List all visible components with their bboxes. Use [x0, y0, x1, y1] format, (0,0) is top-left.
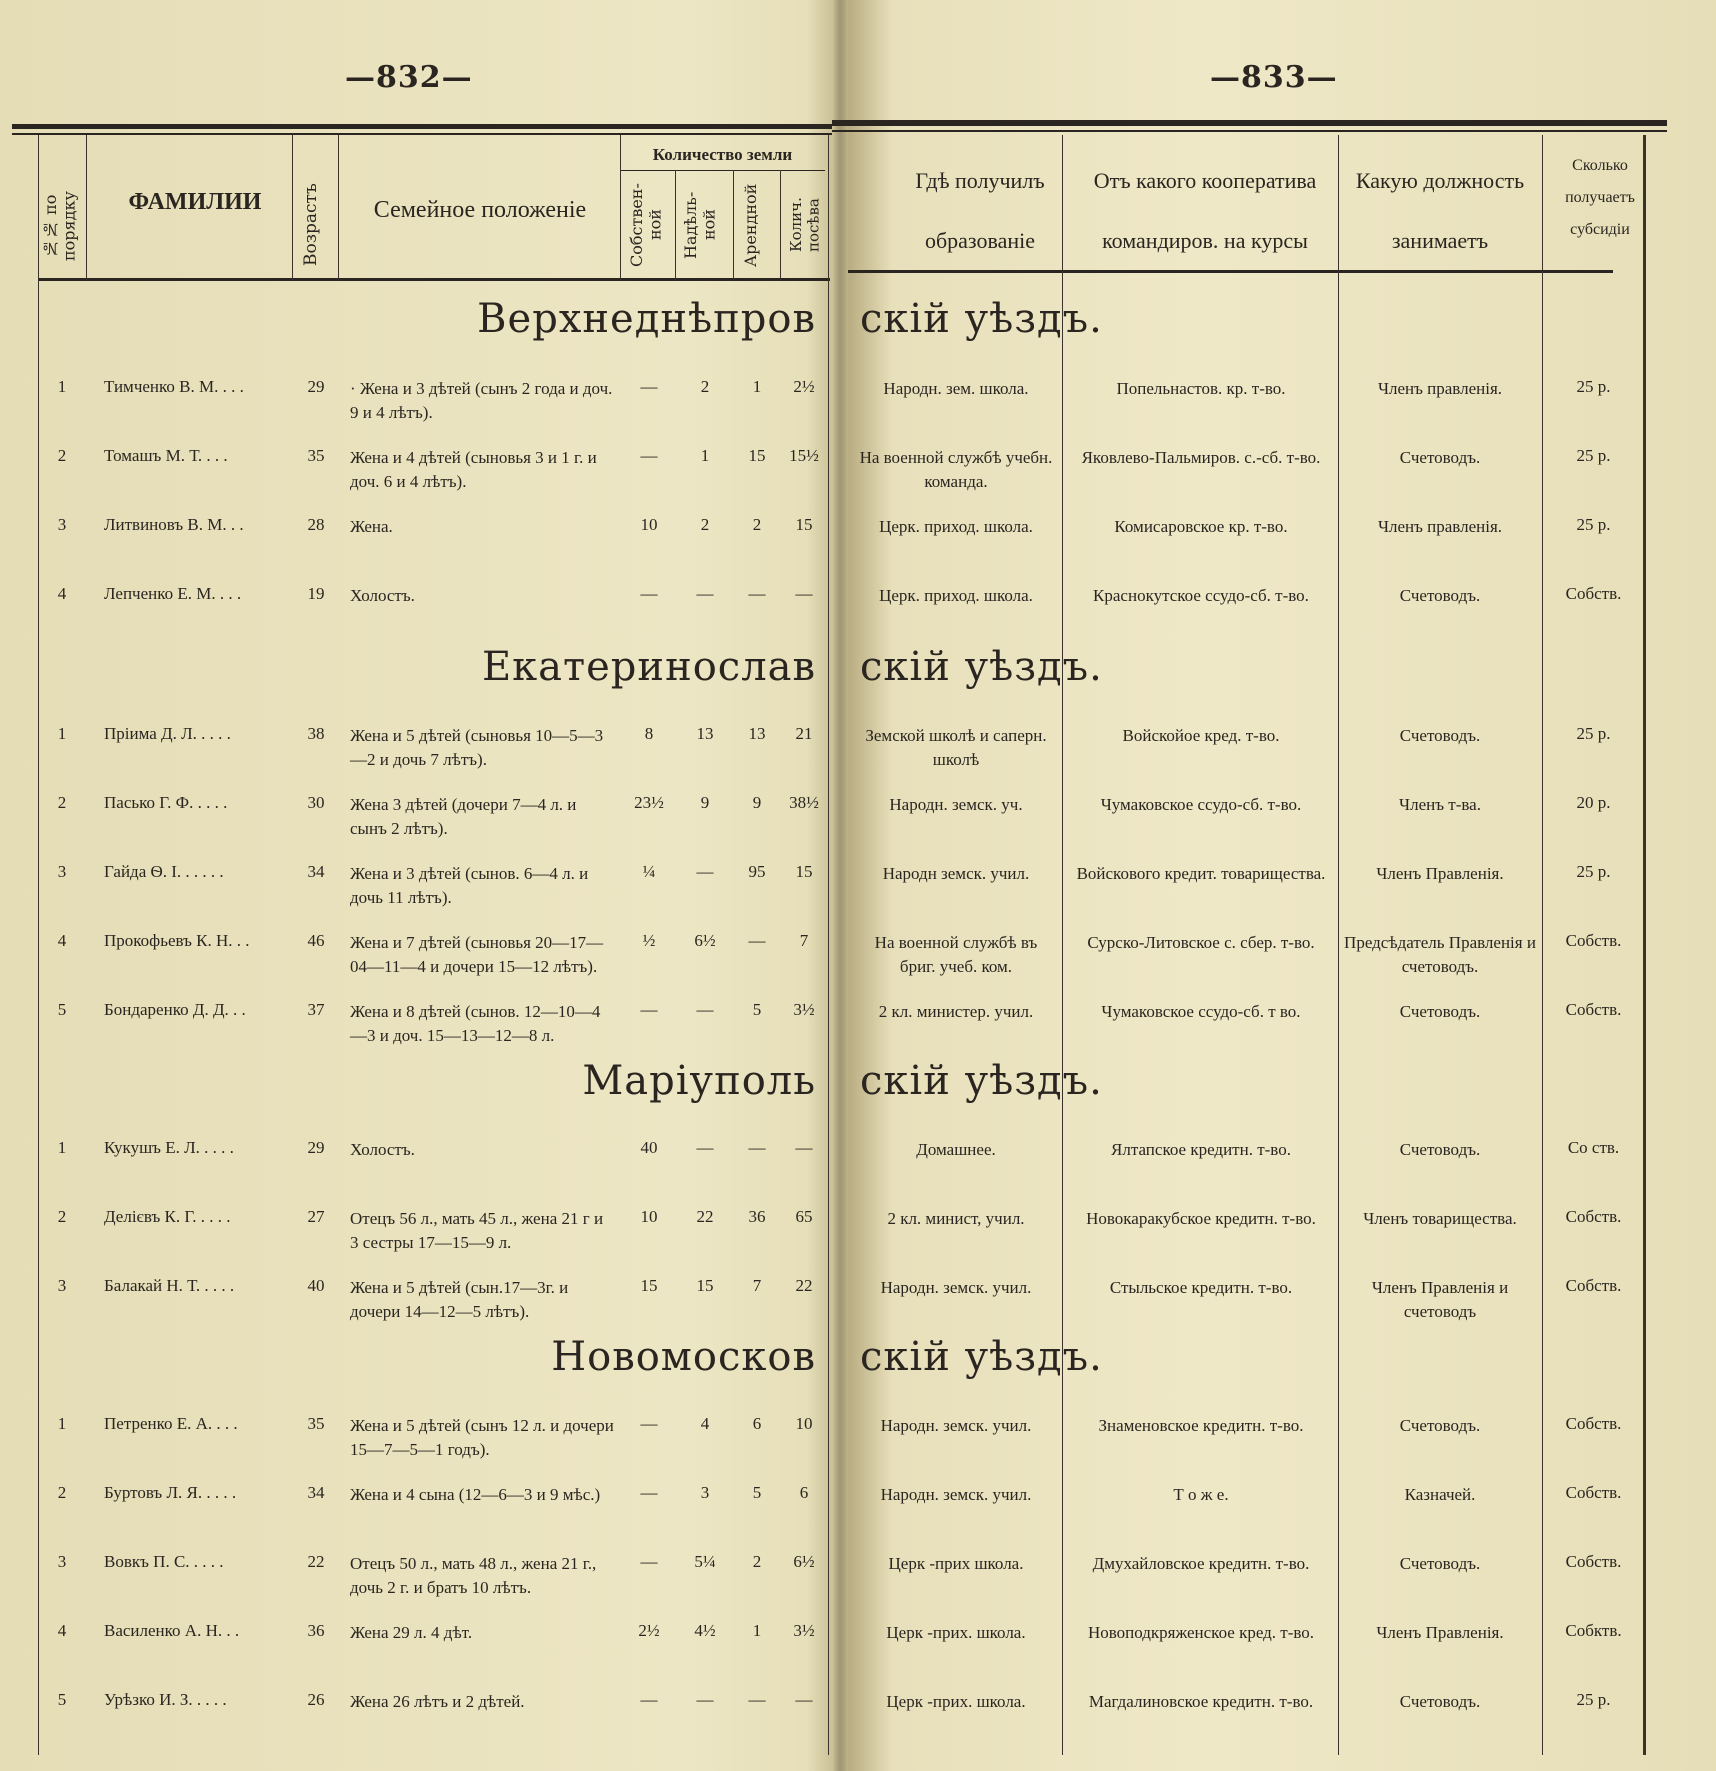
district-left-2: Екатеринослав	[481, 644, 816, 690]
cell-sub: Со ств.	[1567, 1138, 1620, 1157]
cell-coop: Знаменовское кредитн. т-во.	[1098, 1416, 1304, 1435]
cell-allot: 15	[696, 1276, 714, 1295]
cell-name: Пріима Д. Л. . . . .	[104, 724, 231, 743]
cell-age: 36	[307, 1621, 325, 1640]
cell-own: —	[640, 446, 658, 465]
cell-age: 37	[307, 1000, 325, 1019]
cell-edu: Народн. зем. школа.	[883, 379, 1029, 398]
cell-sub: Собктв.	[1565, 1621, 1622, 1640]
cell-age: 34	[307, 1483, 325, 1502]
cell-edu: Домашнее.	[916, 1140, 996, 1159]
cell-n: 2	[57, 446, 67, 465]
cell-name: Делієвъ К. Г. . . . .	[104, 1207, 231, 1226]
cell-coop: Войскойое кред. т-во.	[1122, 726, 1280, 745]
cell-own: 10	[640, 1207, 658, 1226]
col-line	[828, 135, 829, 1755]
cell-coop: Стыльское кредитн. т-во.	[1109, 1278, 1293, 1297]
cell-edu: Церк -прих школа.	[888, 1554, 1024, 1573]
cell-n: 2	[57, 793, 67, 812]
cell-pos: Членъ товарищества.	[1363, 1209, 1517, 1228]
header-education-1: Гдѣ получилъ	[915, 168, 1045, 193]
cell-edu: Церк. приход. школа.	[879, 586, 1033, 605]
cell-pos: Членъ Правленія и счетоводъ	[1371, 1278, 1509, 1321]
cell-sub: 25 р.	[1576, 515, 1611, 534]
col-line	[38, 135, 39, 1755]
cell-n: 3	[57, 1276, 67, 1295]
cell-fam: · Жена и 3 дѣтей (сынъ 2 года и доч. 9 и 4 лѣтъ).	[350, 379, 613, 422]
cell-edu: На военной службѣ учебн. команда.	[859, 448, 1053, 491]
cell-allot: —	[696, 1138, 714, 1157]
cell-rent: —	[748, 931, 766, 950]
cell-edu: Народн. земск. учил.	[880, 1416, 1032, 1435]
cell-n: 4	[57, 1621, 67, 1640]
cell-sown: —	[795, 1690, 813, 1709]
cell-own: —	[640, 584, 658, 603]
cell-rent: 1	[752, 1621, 762, 1640]
cell-n: 5	[57, 1000, 67, 1019]
district-left-4: Новомосков	[551, 1334, 816, 1380]
cell-n: 4	[57, 584, 67, 603]
cell-name: Кукушъ Е. Л. . . . .	[104, 1138, 234, 1157]
cell-fam: Жена и 5 дѣтей (сыновья 10—5—3—2 и дочь 7 лѣтъ).	[350, 726, 604, 769]
cell-edu: Церк -прих. школа.	[886, 1623, 1026, 1642]
cell-edu: Народн. земск. учил.	[880, 1485, 1032, 1504]
cell-sub: Собств.	[1565, 1552, 1622, 1571]
cell-sown: 65	[795, 1207, 813, 1226]
cell-fam: Отецъ 50 л., мать 48 л., жена 21 г., дочь 2 г. и братъ 10 лѣтъ.	[350, 1554, 597, 1597]
cell-pos: Счетоводъ.	[1399, 1140, 1481, 1159]
cell-edu: 2 кл. минист, учил.	[887, 1209, 1025, 1228]
cell-sown: 38½	[789, 793, 819, 812]
cell-pos: Счетоводъ.	[1399, 726, 1481, 745]
cell-coop: Чумаковское ссудо-сб. т-во.	[1100, 795, 1302, 814]
cell-sub: 20 р.	[1576, 793, 1611, 812]
cell-own: —	[640, 1000, 658, 1019]
cell-edu: Народн. земск. уч.	[889, 795, 1023, 814]
cell-own: 40	[640, 1138, 658, 1157]
cell-allot: —	[696, 862, 714, 881]
cell-sub: Собств.	[1565, 1207, 1622, 1226]
cell-allot: 5¼	[694, 1552, 716, 1571]
cell-fam: Жена и 4 сына (12—6—3 и 9 мѣс.)	[350, 1485, 601, 1504]
header-rent: Арендной	[741, 183, 760, 267]
cell-coop: Дмухайловское кредитн. т-во.	[1092, 1554, 1310, 1573]
cell-rent: 2	[752, 1552, 762, 1571]
cell-coop: Сурско-Литовское с. сбер. т-во.	[1087, 933, 1315, 952]
cell-pos: Счетоводъ.	[1399, 586, 1481, 605]
cell-pos: Членъ правленія.	[1377, 517, 1503, 536]
cell-age: 27	[307, 1207, 325, 1226]
col-line	[1542, 135, 1543, 1755]
cell-rent: 1	[752, 377, 762, 396]
cell-sown: 3½	[793, 1621, 815, 1640]
cell-rent: 5	[752, 1000, 762, 1019]
cell-coop: Войскового кредит. товарищества.	[1076, 864, 1326, 883]
cell-fam: Жена 26 лѣтъ и 2 дѣтей.	[350, 1692, 525, 1711]
col-line	[780, 170, 781, 280]
cell-coop: Попельнастов. кр. т-во.	[1116, 379, 1286, 398]
header-subsidy-1: Сколько	[1572, 157, 1628, 174]
cell-own: 10	[640, 515, 658, 534]
cell-fam: Холостъ.	[350, 586, 415, 605]
cell-sown: 3½	[793, 1000, 815, 1019]
col-line	[292, 135, 293, 280]
cell-own: —	[640, 1552, 658, 1571]
cell-fam: Холостъ.	[350, 1140, 415, 1159]
cell-edu: Народн земск. учил.	[882, 864, 1030, 883]
cell-sub: 25 р.	[1576, 446, 1611, 465]
cell-own: —	[640, 1690, 658, 1709]
cell-age: 34	[307, 862, 325, 881]
cell-coop: Ялтапское кредитн. т-во.	[1111, 1140, 1291, 1159]
cell-fam: Жена и 5 дѣтей (сын.17—3г. и дочери 14—12—5 лѣтъ).	[350, 1278, 569, 1321]
cell-n: 5	[57, 1690, 67, 1709]
cell-rent: 6	[752, 1414, 762, 1433]
cell-coop: Чумаковское ссудо-сб. т во.	[1101, 1002, 1301, 1021]
header-bottom-rule-left	[38, 278, 830, 281]
cell-own: —	[640, 377, 658, 396]
cell-own: —	[640, 1483, 658, 1502]
cell-pos: Членъ правленія.	[1377, 379, 1503, 398]
cell-sub: 25 р.	[1576, 1690, 1611, 1709]
cell-fam: Отецъ 56 л., мать 45 л., жена 21 г и 3 сестры 17—15—9 л.	[350, 1209, 604, 1252]
cell-coop: Комисаровское кр. т-во.	[1114, 517, 1288, 536]
cell-edu: На военной службѣ въ бриг. учеб. ком.	[874, 933, 1038, 976]
cell-fam: Жена.	[350, 517, 393, 536]
cell-fam: Жена и 3 дѣтей (сынов. 6—4 л. и дочь 11 лѣтъ).	[350, 864, 589, 907]
district-right-1: скій уѣздъ.	[860, 296, 1103, 342]
cell-own: ½	[642, 931, 656, 950]
cell-rent: —	[748, 584, 766, 603]
cell-edu: Церк. приход. школа.	[879, 517, 1033, 536]
cell-sub: Собств.	[1565, 1483, 1622, 1502]
cell-pos: Казначей.	[1404, 1485, 1476, 1504]
col-line	[620, 135, 621, 280]
header-bottom-rule-right	[848, 270, 1613, 273]
cell-age: 26	[307, 1690, 325, 1709]
cell-n: 3	[57, 1552, 67, 1571]
cell-sown: 6½	[793, 1552, 815, 1571]
cell-sub: Собств.	[1565, 1276, 1622, 1295]
cell-name: Прокофьевъ К. Н. . .	[104, 931, 250, 950]
district-left-1: Верхнеднѣпров	[477, 296, 816, 342]
district-right-3: скій уѣздъ.	[860, 1058, 1103, 1104]
cell-pos: Счетоводъ.	[1399, 448, 1481, 467]
cell-own: 8	[644, 724, 654, 743]
cell-coop: Т о ж е.	[1173, 1485, 1229, 1504]
cell-rent: 95	[748, 862, 766, 881]
cell-pos: Счетоводъ.	[1399, 1002, 1481, 1021]
cell-pos: Членъ Правленія.	[1376, 864, 1504, 883]
cell-own: —	[640, 1414, 658, 1433]
cell-pos: Членъ т-ва.	[1399, 795, 1481, 814]
cell-fam: Жена 3 дѣтей (дочери 7—4 л. и сынъ 2 лѣтъ).	[350, 795, 577, 838]
col-line	[338, 135, 339, 280]
cell-allot: 4½	[694, 1621, 716, 1640]
cell-sown: 15	[795, 515, 813, 534]
cell-name: Лепченко Е. М. . . .	[104, 584, 242, 603]
cell-allot: 2	[700, 377, 710, 396]
cell-name: Петренко Е. А. . . .	[104, 1414, 238, 1433]
cell-n: 3	[57, 862, 67, 881]
book-spine	[834, 0, 846, 1771]
col-line	[1338, 135, 1339, 1755]
col-line	[1062, 135, 1063, 1755]
cell-pos: Счетоводъ.	[1399, 1554, 1481, 1573]
cell-rent: —	[748, 1138, 766, 1157]
cell-allot: —	[696, 1690, 714, 1709]
cell-rent: —	[748, 1690, 766, 1709]
cell-allot: 9	[700, 793, 710, 812]
cell-fam: Жена 29 л. 4 дѣт.	[350, 1623, 473, 1642]
district-right-4: скій уѣздъ.	[860, 1334, 1103, 1380]
header-age: Возрастъ	[301, 183, 321, 267]
cell-fam: Жена и 4 дѣтей (сыновья 3 и 1 г. и доч. 6 и 4 лѣтъ).	[350, 448, 597, 491]
header-land: Количество земли	[652, 145, 793, 164]
cell-age: 46	[307, 931, 325, 950]
cell-age: 38	[307, 724, 325, 743]
cell-sown: 15	[795, 862, 813, 881]
cell-sub: Собств.	[1565, 584, 1622, 603]
cell-rent: 9	[752, 793, 762, 812]
cell-sown: 22	[795, 1276, 813, 1295]
page-number-left: —832—	[345, 60, 473, 95]
cell-sown: 15½	[789, 446, 819, 465]
cell-name: Бондаренко Д. Д. . .	[104, 1000, 246, 1019]
cell-n: 2	[57, 1483, 67, 1502]
cell-edu: Церк -прих. школа.	[886, 1692, 1026, 1711]
cell-n: 1	[57, 724, 67, 743]
cell-rent: 5	[752, 1483, 762, 1502]
cell-age: 35	[307, 446, 325, 465]
cell-pos: Счетоводъ.	[1399, 1416, 1481, 1435]
cell-sown: —	[795, 1138, 813, 1157]
cell-age: 30	[307, 793, 325, 812]
cell-sown: 6	[799, 1483, 809, 1502]
cell-age: 22	[307, 1552, 325, 1571]
cell-rent: 15	[748, 446, 766, 465]
top-rule-right-thin	[832, 130, 1667, 132]
top-rule-left-thin	[12, 133, 832, 135]
cell-pos: Предсѣдатель Правленія и счетоводъ.	[1344, 933, 1536, 976]
cell-n: 4	[57, 931, 67, 950]
page-number-right: —833—	[1210, 60, 1338, 95]
cell-age: 19	[307, 584, 325, 603]
cell-sown: 21	[795, 724, 813, 743]
cell-n: 1	[57, 377, 67, 396]
cell-own: 2½	[638, 1621, 660, 1640]
header-allot: Надѣль- ной	[681, 191, 719, 259]
cell-sown: 2½	[793, 377, 815, 396]
cell-n: 1	[57, 1138, 67, 1157]
header-family: ФАМИЛИИ	[128, 189, 262, 215]
cell-allot: 1	[700, 446, 710, 465]
district-right-2: скій уѣздъ.	[860, 644, 1103, 690]
col-line	[1643, 135, 1646, 1755]
top-rule-left	[12, 124, 832, 129]
cell-edu: Земской школѣ и саперн. школѣ	[865, 726, 1047, 769]
cell-sub: Собств.	[1565, 931, 1622, 950]
cell-coop: Новоподкряженское кред. т-во.	[1087, 1623, 1315, 1642]
cell-edu: 2 кл. министер. учил.	[878, 1002, 1034, 1021]
cell-n: 2	[57, 1207, 67, 1226]
top-rule-right	[832, 120, 1667, 126]
cell-own: 23½	[634, 793, 664, 812]
cell-allot: 22	[696, 1207, 714, 1226]
cell-name: Урѣзко И. З. . . . .	[104, 1690, 227, 1709]
cell-age: 29	[307, 377, 325, 396]
cell-allot: 4	[700, 1414, 710, 1433]
cell-coop: Краснокутское ссудо-сб. т-во.	[1093, 586, 1309, 605]
cell-rent: 13	[748, 724, 766, 743]
cell-allot: 3	[700, 1483, 710, 1502]
cell-sown: 10	[795, 1414, 813, 1433]
cell-sub: 25 р.	[1576, 377, 1611, 396]
cell-age: 40	[307, 1276, 325, 1295]
header-position-1: Какую должность	[1355, 168, 1525, 193]
cell-pos: Счетоводъ.	[1399, 1692, 1481, 1711]
header-subsidy-2: получаетъ	[1565, 189, 1635, 206]
cell-rent: 7	[752, 1276, 762, 1295]
cell-name: Литвиновъ В. М. . .	[104, 515, 244, 534]
cell-allot: 2	[700, 515, 710, 534]
cell-allot: —	[696, 1000, 714, 1019]
cell-coop: Магдалиновское кредитн. т-во.	[1088, 1692, 1314, 1711]
cell-name: Балакай Н. Т. . . . .	[104, 1276, 235, 1295]
cell-sub: Собств.	[1565, 1000, 1622, 1019]
cell-pos: Членъ Правленія.	[1376, 1623, 1504, 1642]
header-coop-1: Отъ какого кооператива	[1093, 168, 1317, 193]
col-line	[733, 170, 734, 280]
header-coop-2: командиров. на курсы	[1102, 228, 1308, 253]
cell-allot: 6½	[694, 931, 716, 950]
cell-name: Гайда Ѳ. І. . . . . .	[104, 862, 224, 881]
cell-edu: Народн. земск. учил.	[880, 1278, 1032, 1297]
col-line	[675, 170, 676, 280]
cell-name: Буртовъ Л. Я. . . . .	[104, 1483, 237, 1502]
cell-sown: —	[795, 584, 813, 603]
cell-rent: 36	[748, 1207, 766, 1226]
cell-coop: Новокаракубское кредитн. т-во.	[1086, 1209, 1316, 1228]
cell-own: 15	[640, 1276, 658, 1295]
cell-own: ¼	[642, 862, 656, 881]
cell-name: Тимченко В. М. . . .	[104, 377, 244, 396]
cell-age: 29	[307, 1138, 325, 1157]
cell-rent: 2	[752, 515, 762, 534]
header-marital: Семейное положеніе	[373, 197, 587, 223]
cell-n: 1	[57, 1414, 67, 1433]
cell-sub: Собств.	[1565, 1414, 1622, 1433]
district-left-3: Маріуполь	[582, 1058, 816, 1104]
cell-coop: Яковлево-Пальмиров. с.-сб. т-во.	[1081, 448, 1321, 467]
cell-name: Василенко А. Н. . .	[104, 1621, 240, 1640]
cell-name: Вовкъ П. С. . . . .	[104, 1552, 224, 1571]
cell-fam: Жена и 7 дѣтей (сыновья 20—17—04—11—4 и дочери 15—12 лѣтъ).	[350, 933, 604, 976]
header-subsidy-3: субсидіи	[1570, 221, 1630, 238]
cell-sub: 25 р.	[1576, 862, 1611, 881]
cell-sub: 25 р.	[1576, 724, 1611, 743]
header-own: Собствен- ной	[627, 183, 665, 267]
header-position-2: занимаетъ	[1391, 228, 1489, 253]
col-line	[86, 135, 87, 280]
cell-fam: Жена и 8 дѣтей (сынов. 12—10—4—3 и доч. 15—13—12—8 л.	[350, 1002, 601, 1045]
header-number: №№ по порядку	[41, 191, 79, 261]
cell-age: 35	[307, 1414, 325, 1433]
cell-name: Томашъ М. Т. . . .	[104, 446, 228, 465]
cell-name: Пасько Г. Ф. . . . .	[104, 793, 228, 812]
cell-allot: 13	[696, 724, 714, 743]
header-sown: Колич. посѣва	[787, 197, 823, 253]
header-education-2: образованіе	[924, 228, 1036, 253]
cell-n: 3	[57, 515, 67, 534]
cell-age: 28	[307, 515, 325, 534]
cell-sown: 7	[799, 931, 809, 950]
cell-fam: Жена и 5 дѣтей (сынъ 12 л. и дочери 15—7—5—1 годъ).	[350, 1416, 614, 1459]
cell-allot: —	[696, 584, 714, 603]
